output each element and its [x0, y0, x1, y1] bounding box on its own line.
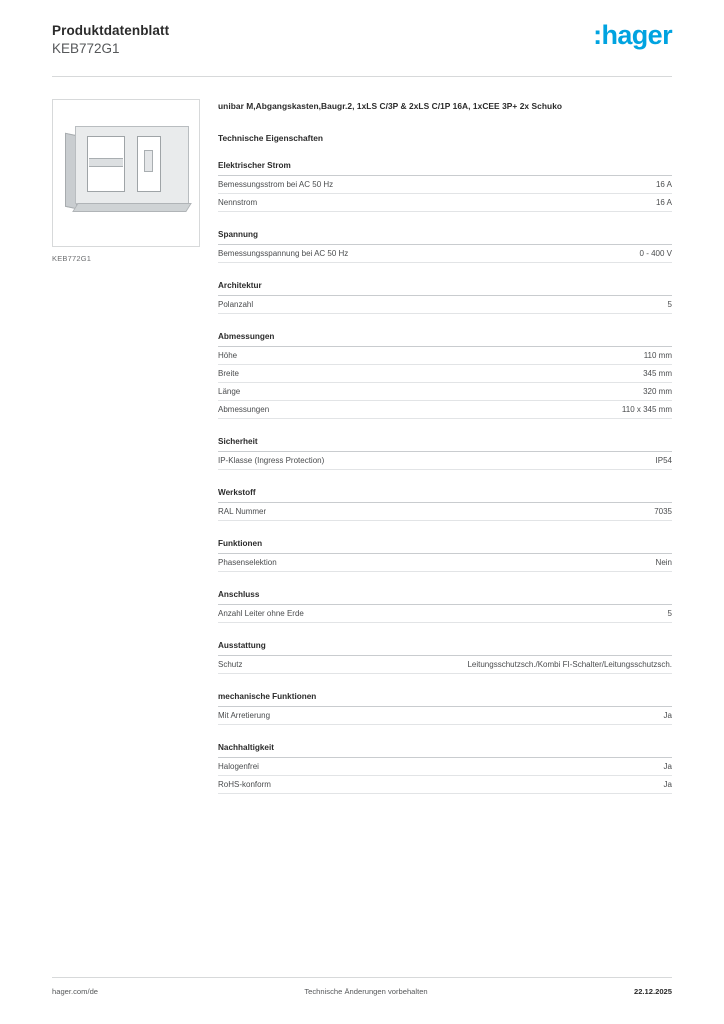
spec-group	[218, 332, 672, 419]
product-reference: KEB772G1	[52, 41, 120, 57]
spec-group	[218, 692, 672, 725]
footer-website-link[interactable]: hager.com/de	[52, 987, 99, 996]
spec-group	[218, 488, 672, 521]
product-image-frame	[52, 99, 200, 247]
spec-value: Ja	[663, 780, 672, 790]
spec-group-title: Abmessungen	[218, 332, 672, 347]
page-content	[52, 77, 672, 794]
footer-date: 22.12.2025	[633, 987, 672, 996]
din-rail	[89, 158, 123, 167]
spec-row	[218, 176, 672, 194]
spec-group	[218, 641, 672, 674]
page-footer	[52, 977, 672, 996]
spec-group-title: Spannung	[218, 230, 672, 245]
spec-value: 16 A	[655, 180, 672, 190]
specification-groups	[218, 161, 672, 794]
product-image-caption: KEB772G1	[52, 254, 92, 264]
spec-row	[218, 758, 672, 776]
footer-content	[52, 978, 672, 996]
spec-value: 345 mm	[643, 369, 672, 379]
spec-value: Ja	[663, 711, 672, 721]
spec-row	[218, 383, 672, 401]
spec-label: Schutz	[218, 660, 243, 670]
spec-value: Leitungsschutzsch./Kombi FI-Schalter/Leitungsschutzsch.	[467, 660, 672, 670]
spec-value: IP54	[655, 456, 672, 466]
spec-label: Polanzahl	[218, 300, 254, 310]
spec-value: 110 x 345 mm	[621, 405, 672, 415]
spec-row	[218, 707, 672, 725]
spec-group-title: mechanische Funktionen	[218, 692, 672, 707]
spec-value: 7035	[654, 507, 672, 517]
spec-label: Abmessungen	[218, 405, 270, 415]
spec-group-title: Architektur	[218, 281, 672, 296]
spec-row	[218, 554, 672, 572]
spec-group-title: Funktionen	[218, 539, 672, 554]
specifications-column	[218, 99, 672, 794]
spec-group	[218, 281, 672, 314]
enclosure-bottom	[72, 203, 192, 212]
spec-value: 5	[667, 609, 672, 619]
spec-label: RoHS-konform	[218, 780, 271, 790]
spec-row	[218, 296, 672, 314]
spec-row	[218, 245, 672, 263]
product-photo	[65, 126, 189, 212]
spec-value: Ja	[663, 762, 672, 772]
spec-row	[218, 347, 672, 365]
hager-logo: :hager	[593, 20, 672, 50]
spec-row	[218, 452, 672, 470]
spec-group	[218, 161, 672, 212]
spec-group-title: Elektrischer Strom	[218, 161, 672, 176]
spec-row	[218, 605, 672, 623]
spec-group	[218, 230, 672, 263]
title-block	[52, 20, 169, 58]
spec-label: Phasenselektion	[218, 558, 277, 568]
spec-row	[218, 365, 672, 383]
spec-value: 0 - 400 V	[639, 249, 672, 259]
spec-group-title: Ausstattung	[218, 641, 672, 656]
spec-group-title: Nachhaltigkeit	[218, 743, 672, 758]
socket-outlet	[144, 150, 153, 172]
spec-group-title: Sicherheit	[218, 437, 672, 452]
spec-row	[218, 401, 672, 419]
section-heading-technical: Technische Eigenschaften	[218, 133, 324, 144]
spec-group	[218, 437, 672, 470]
spec-label: Bemessungsstrom bei AC 50 Hz	[218, 180, 334, 190]
product-description: unibar M,Abgangskasten,Baugr.2, 1xLS C/3P & 2xLS C/1P 16A, 1xCEE 3P+ 2x Schuko	[218, 101, 563, 112]
spec-row	[218, 656, 672, 674]
spec-row	[218, 776, 672, 794]
spec-group	[218, 590, 672, 623]
spec-label: RAL Nummer	[218, 507, 267, 517]
spec-label: Nennstrom	[218, 198, 258, 208]
spec-label: Höhe	[218, 351, 238, 361]
spec-row	[218, 194, 672, 212]
product-image-column	[52, 99, 200, 794]
page-title: Produktdatenblatt	[52, 23, 170, 38]
spec-label: Länge	[218, 387, 241, 397]
spec-label: Breite	[218, 369, 239, 379]
spec-group-title: Anschluss	[218, 590, 672, 605]
spec-value: 110 mm	[643, 351, 672, 361]
spec-label: Mit Arretierung	[218, 711, 271, 721]
spec-label: Halogenfrei	[218, 762, 259, 772]
spec-value: 16 A	[655, 198, 672, 208]
spec-group	[218, 743, 672, 794]
spec-label: Anzahl Leiter ohne Erde	[218, 609, 304, 619]
spec-label: IP-Klasse (Ingress Protection)	[218, 456, 325, 466]
spec-row	[218, 503, 672, 521]
footer-note: Technische Änderungen vorbehalten	[304, 987, 428, 996]
page-header	[52, 0, 672, 58]
spec-group-title: Werkstoff	[218, 488, 672, 503]
spec-group	[218, 539, 672, 572]
spec-label: Bemessungsspannung bei AC 50 Hz	[218, 249, 349, 259]
spec-value: Nein	[655, 558, 672, 568]
spec-value: 5	[667, 300, 672, 310]
spec-value: 320 mm	[643, 387, 672, 397]
